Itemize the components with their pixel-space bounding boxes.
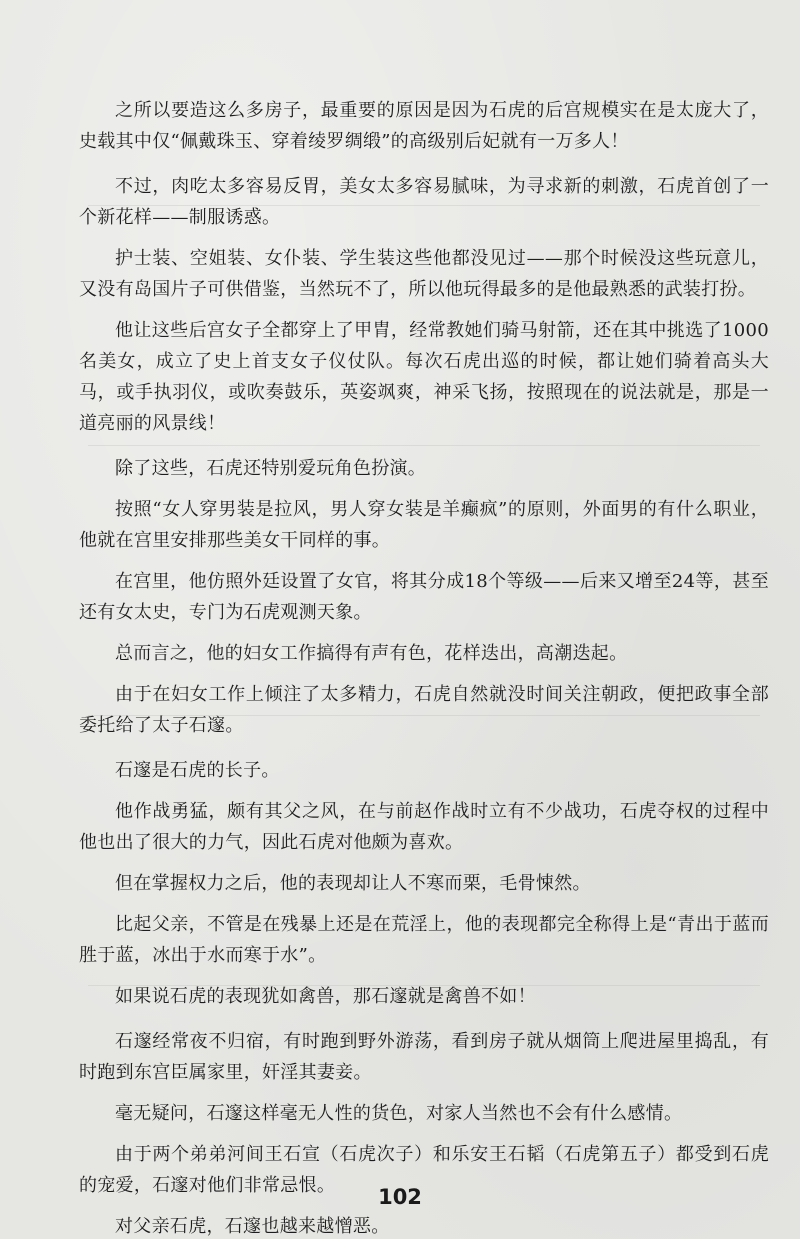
paragraph: 总而言之，他的妇女工作搞得有声有色，花样迭出，高潮迭起。: [115, 643, 628, 664]
paragraph: 比起父亲，不管是在残暴上还是在荒淫上，他的表现都完全称得上是“青出于蓝而胜于蓝，冰出于水而寒于水”。: [79, 914, 769, 966]
paragraph: 石邃是石虎的长子。: [115, 760, 280, 781]
paragraph: 之所以要造这么多房子，最重要的原因是因为石虎的后宫规模实在是太庞大了，史载其中仅“佩戴珠玉、穿着绫罗绸缎”的高级别后妃就有一万多人！: [79, 100, 769, 152]
page-number: 102: [378, 1185, 422, 1209]
paragraph: 除了这些，石虎还特别爱玩角色扮演。: [115, 458, 427, 479]
page-body: [79, 95, 769, 1239]
paragraph: 如果说石虎的表现犹如禽兽，那石邃就是禽兽不如！: [115, 986, 536, 1007]
paragraph: 石邃经常夜不归宿，有时跑到野外游荡，看到房子就从烟筒上爬进屋里捣乱，有时跑到东宫臣属家里，奸淫其妻妾。: [79, 1031, 769, 1083]
paragraph: 他作战勇猛，颇有其父之风，在与前赵作战时立有不少战功，石虎夺权的过程中他也出了很大的力气，因此石虎对他颇为喜欢。: [79, 801, 769, 853]
paragraph: 按照“女人穿男装是拉风，男人穿女装是羊癫疯”的原则，外面男的有什么职业，他就在宫里安排那些美女干同样的事。: [79, 499, 769, 551]
paragraph: 对父亲石虎，石邃也越来越憎恶。: [115, 1216, 390, 1237]
paragraph: 在宫里，他仿照外廷设置了女官，将其分成18个等级——后来又增至24等，甚至还有女太史，专门为石虎观测天象。: [79, 571, 769, 623]
paragraph: 毫无疑问，石邃这样毫无人性的货色，对家人当然也不会有什么感情。: [115, 1103, 683, 1124]
paragraph: 护士装、空姐装、女仆装、学生装这些他都没见过——那个时候没这些玩意儿，又没有岛国片子可供借鉴，当然玩不了，所以他玩得最多的是他最熟悉的武装打扮。: [79, 248, 769, 300]
paragraph: 由于在妇女工作上倾注了太多精力，石虎自然就没时间关注朝政，便把政事全部委托给了太子石邃。: [79, 684, 769, 736]
paragraph: 但在掌握权力之后，他的表现却让人不寒而栗，毛骨悚然。: [115, 873, 591, 894]
paragraph: 他让这些后宫女子全都穿上了甲胄，经常教她们骑马射箭，还在其中挑选了1000名美女，成立了史上首支女子仪仗队。每次石虎出巡的时候，都让她们骑着高头大马，或手执羽仪，或吹奏鼓乐，英姿飒爽，神采飞扬，按照现在的说法就是，那是一道亮丽的风景线！: [79, 320, 769, 434]
paragraph: 不过，肉吃太多容易反胃，美女太多容易腻味，为寻求新的刺激，石虎首创了一个新花样——制服诱惑。: [79, 176, 769, 228]
paragraph: 由于两个弟弟河间王石宣（石虎次子）和乐安王石韬（石虎第五子）都受到石虎的宠爱，石邃对他们非常忌恨。: [79, 1144, 769, 1196]
